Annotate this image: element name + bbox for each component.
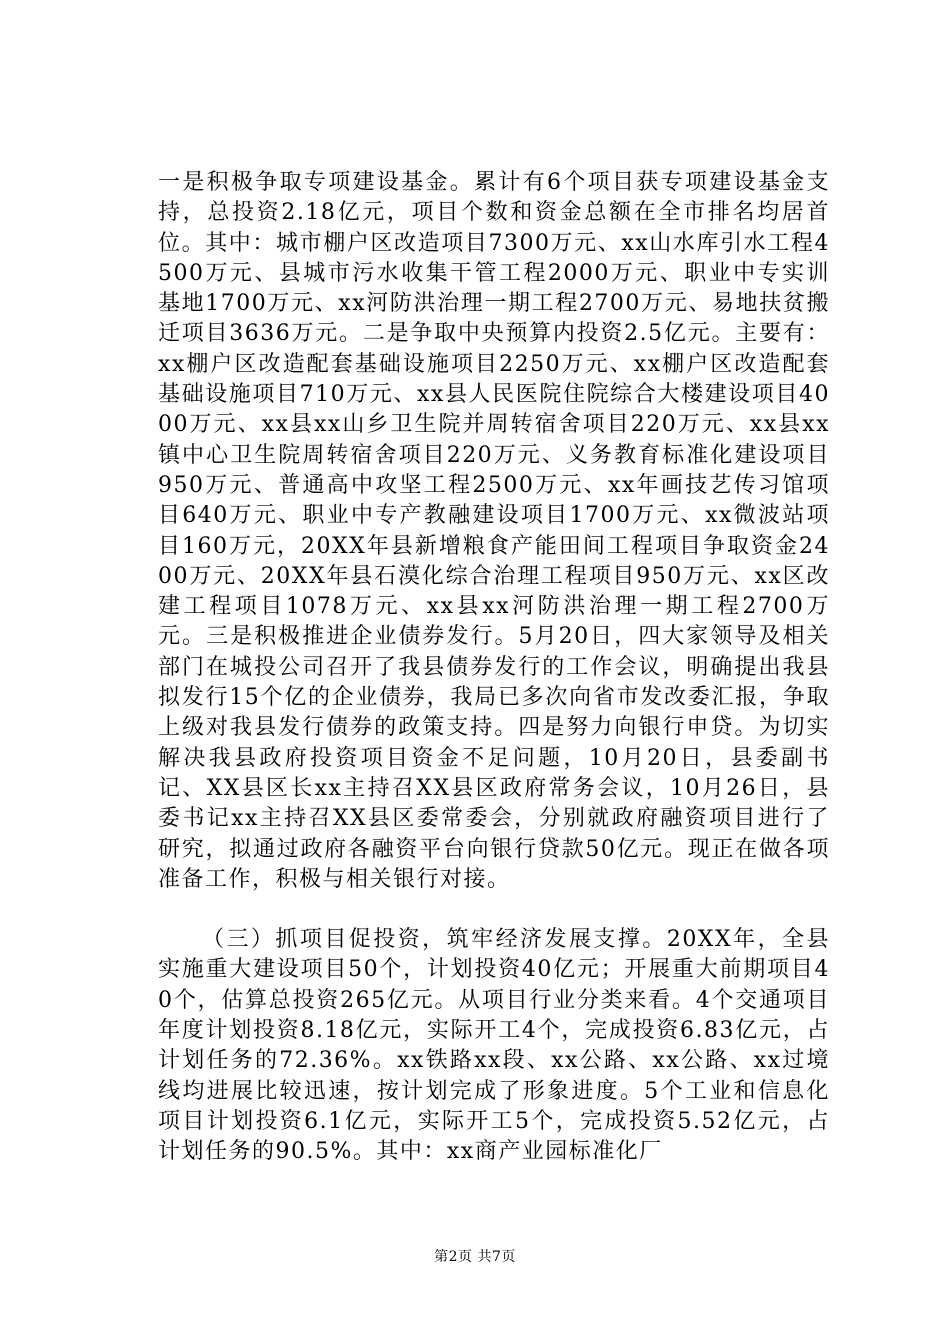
page-number-footer: 第2页 共7页 [434,1249,516,1265]
paragraph-funding: 一是积极争取专项建设基金。累计有6个项目获专项建设基金支持，总投资2.18亿元，项目个数和资金总额在全市排名均居首位。其中：城市棚户区改造项目7300万元、xx山水库引水工程4500万元、县城市污水收集干管工程2000万元、职业中专实训基地1700万元、xx河防洪治理一期工程2700万元、易地扶贫搬迁项目3636万元。二是争取中央预算内投资2.5亿元。主要有：xx棚户区改造配套基础设施项目2250万元、xx棚户区改造配套基础设施项目710万元、xx县人民医院住院综合大楼建设项目4000万元、xx县xx山乡卫生院并周转宿舍项目220万元、xx县xx镇中心卫生院周转宿舍项目220万元、义务教育标准化建设项目950万元、普通高中攻坚工程2500万元、xx年画技艺传习馆项目640万元、职业中专产教融建设项目1700万元、xx微波站项目160万元，20XX年县新增粮食产能田间工程项目争取资金2400万元、20XX年县石漠化综合治理工程项目950万元、xx区改建工程项目1078万元、xx县xx河防洪治理一期工程2700万元。三是积极推进企业债券发行。5月20日，四大家领导及相关部门在城投公司召开了我县债券发行的工作会议，明确提出我县拟发行15个亿的企业债券，我局已多次向省市发改委汇报，争取上级对我县发行债券的政策支持。四是努力向银行申贷。为切实解决我县政府投资项目资金不足问题，10月20日，县委副书记、XX县区长xx主持召XX县区政府常务会议，10月26日，县委书记xx主持召XX县区委常委会，分别就政府融资项目进行了研究，拟通过政府各融资平台向银行贷款50亿元。现正在做各项准备工作，积极与相关银行对接。 [158,170,830,892]
paragraph-projects-investment: （三）抓项目促投资，筑牢经济发展支撑。20XX年，全县实施重大建设项目50个，计划投资40亿元；开展重大前期项目40个，估算总投资265亿元。从项目行业分类来看。4个交通项目年度计划投资8.18亿元，实际开工4个，完成投资6.83亿元，占计划任务的72.36%。xx铁路xx段、xx公路、xx公路、xx过境线均进展比较迅速，按计划完成了形象进度。5个工业和信息化项目计划投资6.1亿元，实际开工5个，完成投资5.52亿元，占计划任务的90.5%。其中：xx商产业园标准化厂 [158,927,830,1165]
document-body [158,168,830,1168]
